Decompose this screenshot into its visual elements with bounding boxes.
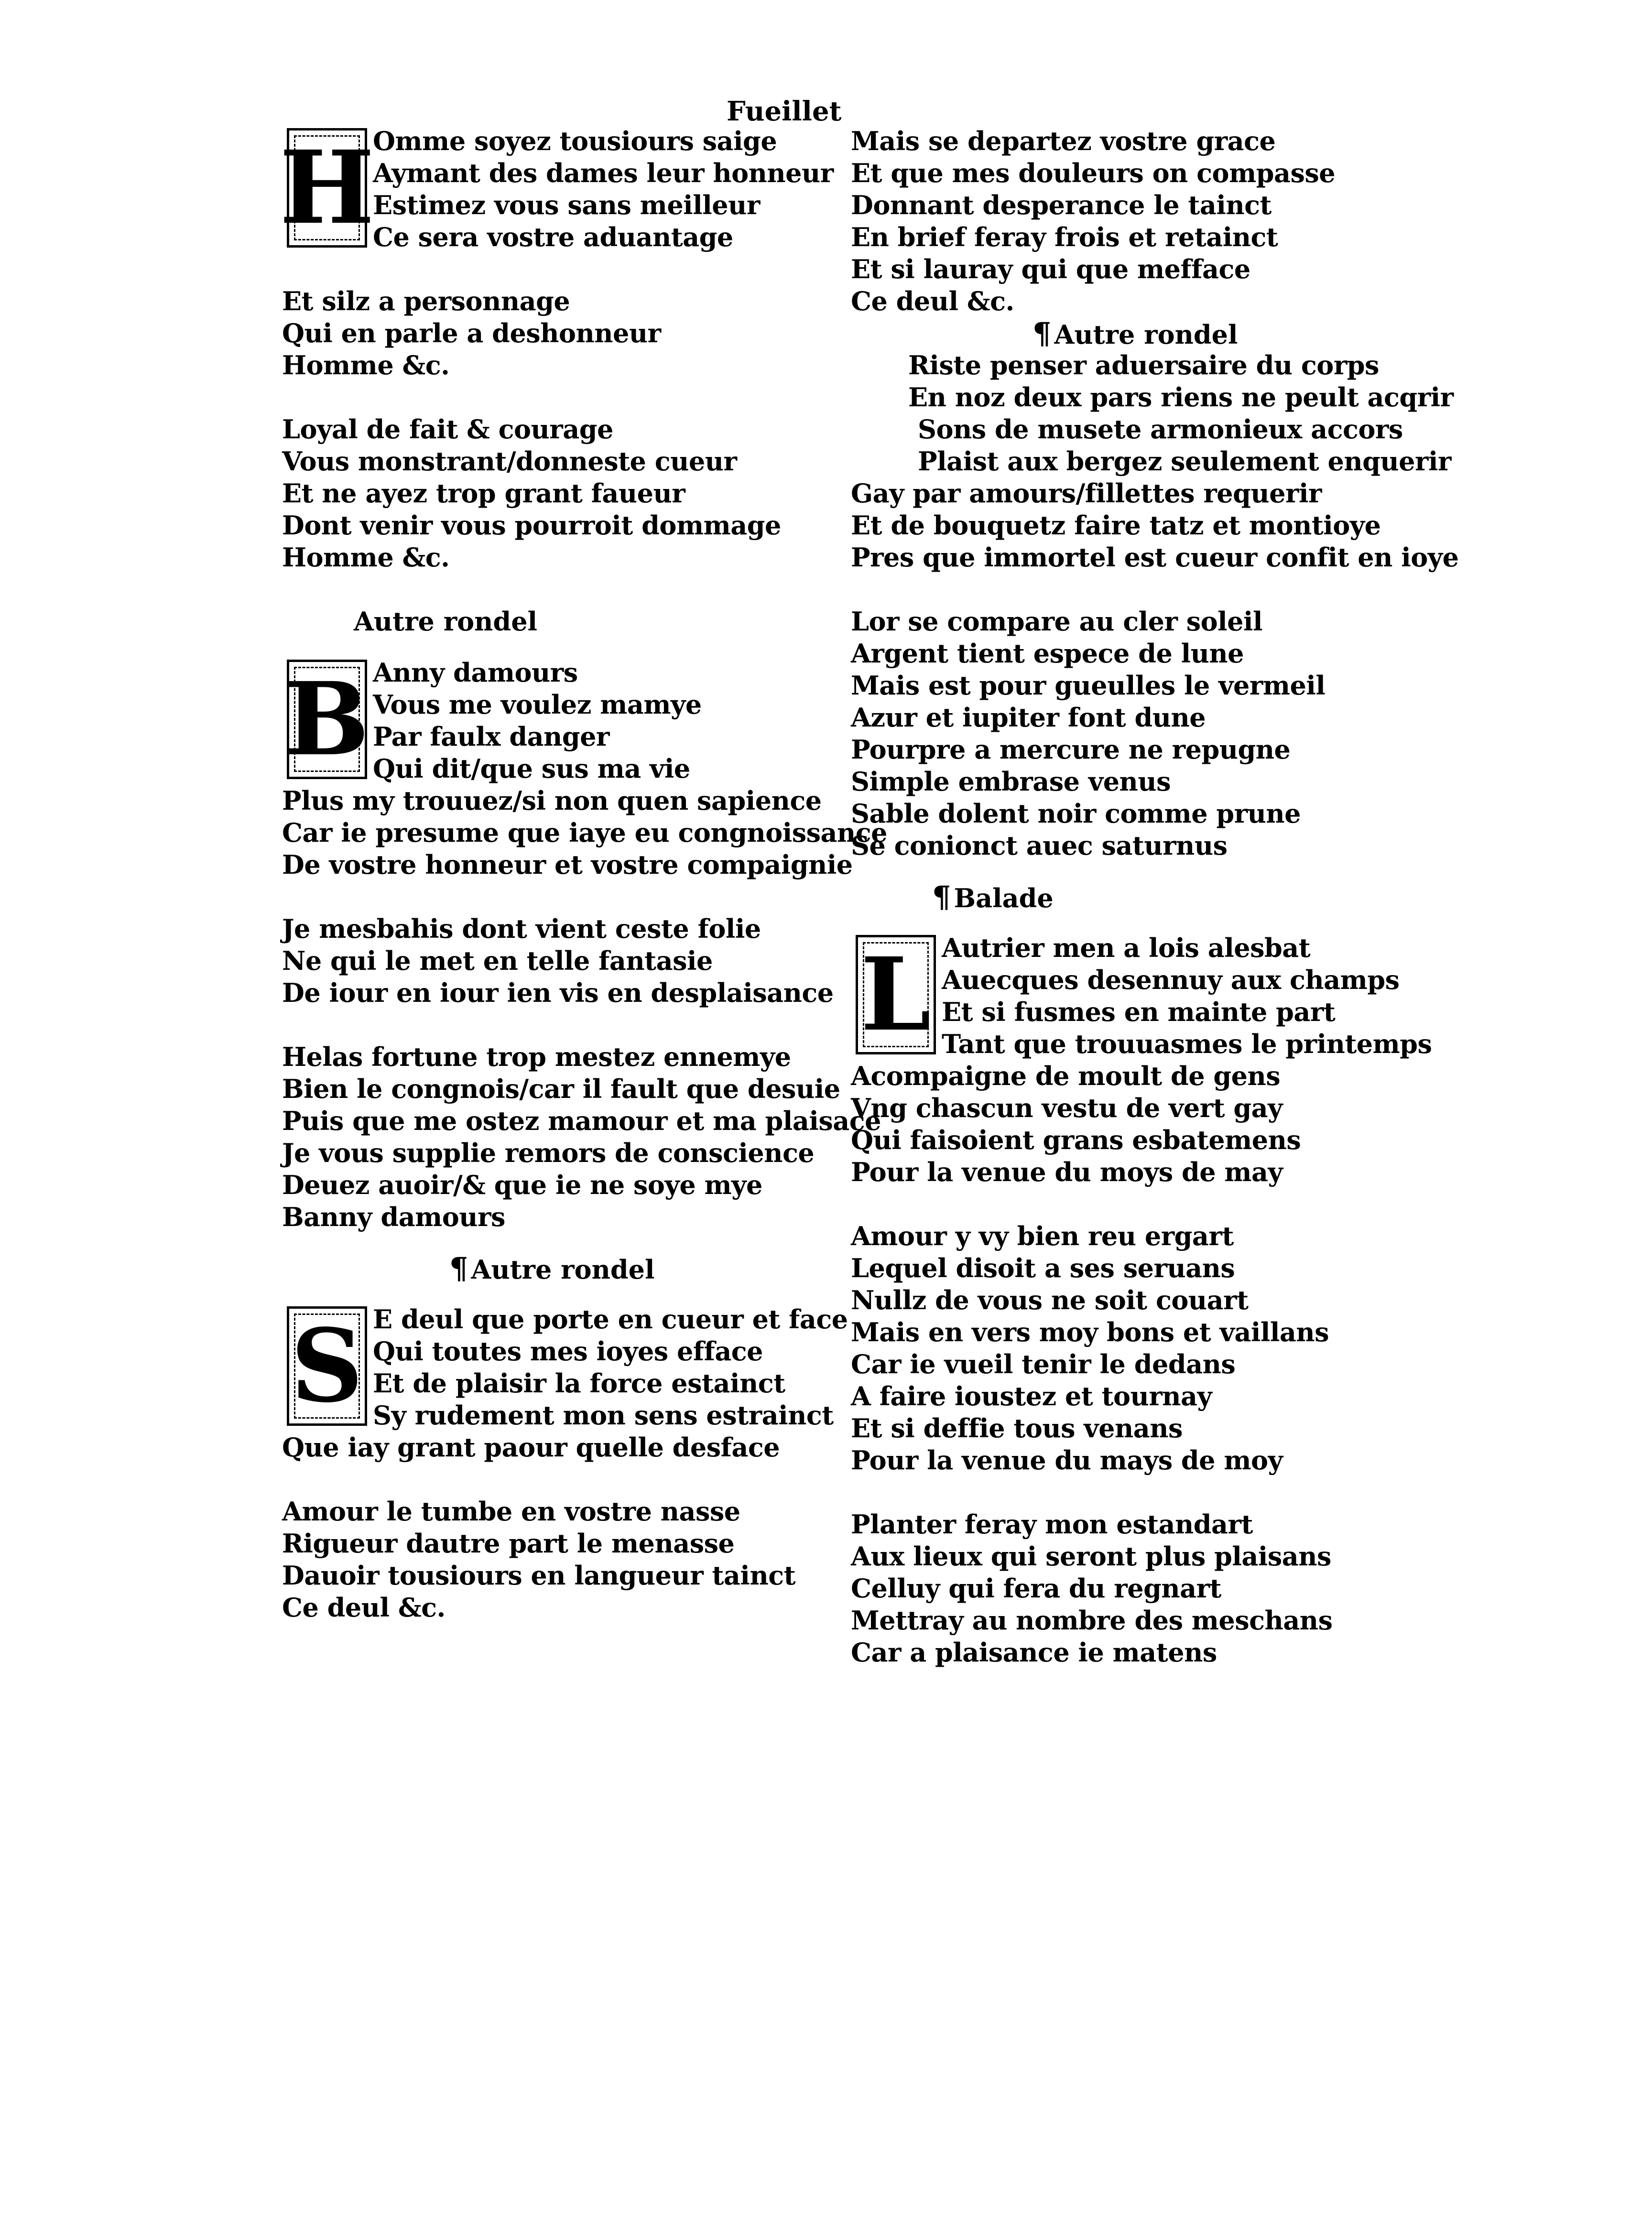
- verse-line: Mettray au nombre des meschans: [851, 1605, 1333, 1636]
- verse-line: Pour la venue du mays de moy: [851, 1445, 1283, 1476]
- verse-line: Nullz de vous ne soit couart: [851, 1285, 1249, 1315]
- verse-line: Lor se compare au cler soleil: [851, 606, 1263, 637]
- verse-line: En noz deux pars riens ne peult acqrir: [908, 382, 1454, 412]
- verse-line: E deul que porte en cueur et face: [373, 1304, 848, 1335]
- verse-line: Et ne ayez trop grant faueur: [282, 478, 685, 509]
- verse-line: Estimez vous sans meilleur: [373, 190, 760, 220]
- verse-line: Et que mes douleurs on compasse: [851, 158, 1336, 188]
- rondel-homme: [279, 125, 846, 253]
- section-heading: [851, 881, 1434, 913]
- pilcrow-icon: ¶: [449, 1251, 468, 1286]
- verse-line: Banny damours: [282, 1202, 505, 1232]
- pilcrow-icon: ¶: [932, 879, 951, 914]
- stanza: [851, 1509, 1434, 1669]
- verse-line: Et de bouquetz faire tatz et montioye: [851, 510, 1381, 541]
- verse-line: Ce sera vostre aduantage: [373, 222, 733, 252]
- decorated-initial-b: B: [284, 660, 370, 778]
- verse-line: Qui en parle a deshonneur: [282, 318, 661, 348]
- left-column: [279, 125, 888, 1624]
- section-heading-label: Autre rondel: [1054, 319, 1238, 350]
- verse-line: Ne qui le met en telle fantasie: [282, 945, 713, 976]
- verse-line: En brief feray frois et retainct: [851, 222, 1278, 252]
- verse-line: Autrier men a lois alesbat: [942, 933, 1311, 963]
- verse-line: Anny damours: [373, 657, 578, 688]
- verse-line: Je vous supplie remors de conscience: [282, 1138, 815, 1168]
- verse-line: Et si deffie tous venans: [851, 1413, 1183, 1444]
- verse-line: Mais se departez vostre grace: [851, 126, 1276, 156]
- verse-line: Argent tient espece de lune: [851, 638, 1244, 669]
- verse-line: Riste penser aduersaire du corps: [908, 350, 1379, 380]
- verse-line: Puis que me ostez mamour et ma plaisace: [282, 1106, 881, 1136]
- running-head: Fueillet: [727, 96, 842, 127]
- stanza: [851, 349, 1454, 478]
- verse-line: De iour en iour ien vis en desplaisance: [282, 977, 834, 1008]
- stanza: [851, 1220, 1434, 1476]
- verse-line: Simple embrase venus: [851, 766, 1171, 797]
- verse-line: Amour y vy bien reu ergart: [851, 1221, 1234, 1251]
- verse-line: Car a plaisance ie matens: [851, 1637, 1217, 1668]
- verse-line: Tant que trouuasmes le printemps: [942, 1029, 1432, 1059]
- decorated-initial-s: S: [287, 1306, 367, 1426]
- section-heading: [851, 317, 1434, 349]
- verse-line: Plaist aux bergez seulement enquerir: [918, 446, 1451, 477]
- verse-line: Je mesbahis dont vient ceste folie: [282, 913, 761, 944]
- verse-line: Loyal de fait & courage: [282, 414, 613, 445]
- verse-line: Et si lauray qui que mefface: [851, 254, 1250, 284]
- verse-line: Pourpre a mercure ne repugne: [851, 734, 1291, 765]
- verse-line: Se conionct auec saturnus: [851, 830, 1228, 861]
- verse-line: Mais en vers moy bons et vaillans: [851, 1317, 1329, 1347]
- stanza: [282, 1496, 846, 1624]
- right-column: [851, 125, 1459, 1669]
- verse-line: Car ie vueil tenir le dedans: [851, 1349, 1236, 1379]
- decorated-initial-l: L: [856, 935, 936, 1054]
- verse-line: Ce deul &c.: [282, 1592, 446, 1623]
- verse-line: Gay par amours/fillettes requerir: [851, 478, 1322, 509]
- verse-line: Plus my trouuez/si non quen sapience: [282, 785, 822, 816]
- verse-line: A faire ioustez et tournay: [851, 1381, 1212, 1411]
- verse-line: Et de plaisir la force estainct: [373, 1368, 785, 1399]
- verse-line: Pour la venue du moys de may: [851, 1157, 1283, 1187]
- stanza: [851, 125, 1434, 317]
- stanza: [282, 1432, 846, 1464]
- verse-line: Azur et iupiter font dune: [851, 702, 1206, 733]
- verse-line: Vous me voulez mamye: [373, 689, 702, 720]
- stanza: [851, 1060, 1434, 1188]
- verse-line: Helas fortune trop mestez ennemye: [282, 1042, 791, 1072]
- stanza: [282, 413, 846, 574]
- stanza: [851, 606, 1434, 862]
- stanza: [282, 785, 888, 881]
- verse-line: Et silz a personnage: [282, 286, 570, 316]
- verse-line: Car ie presume que iaye eu congnoissance: [282, 817, 888, 848]
- verse-line: Acompaigne de moult de gens: [851, 1061, 1281, 1091]
- stanza: [282, 1041, 881, 1233]
- section-heading-label: Autre rondel: [471, 1254, 655, 1285]
- pilcrow-icon: ¶: [1032, 316, 1052, 351]
- rondel-ce-deul: [282, 1303, 846, 1432]
- verse-line: Omme soyez tousiours saige: [373, 126, 777, 156]
- stanza: [282, 285, 846, 381]
- section-heading-label: Balade: [954, 883, 1054, 913]
- verse-line: Aymant des dames leur honneur: [373, 158, 834, 188]
- verse-line: Qui faisoient grans esbatemens: [851, 1125, 1301, 1155]
- verse-line: Planter feray mon estandart: [851, 1509, 1253, 1540]
- verse-line: Celluy qui fera du regnart: [851, 1573, 1221, 1604]
- verse-line: Donnant desperance le tainct: [851, 190, 1272, 220]
- section-heading: [282, 1252, 846, 1284]
- section-heading: Autre rondel: [354, 606, 538, 637]
- stanza: [282, 913, 846, 1009]
- stanza: [851, 478, 1459, 574]
- verse-line: Et si fusmes en mainte part: [942, 997, 1336, 1027]
- verse-line: Deuez auoir/& que ie ne soye mye: [282, 1170, 762, 1200]
- balade-opening: [851, 932, 1434, 1060]
- rondel-banny-damours: [282, 657, 846, 785]
- verse-line: Rigueur dautre part le menasse: [282, 1528, 735, 1559]
- verse-line: Sy rudement mon sens estrainct: [373, 1400, 834, 1431]
- verse-line: Sons de musete armonieux accors: [918, 414, 1403, 445]
- decorated-initial-h: H: [279, 129, 375, 247]
- verse-line: Dont venir vous pourroit dommage: [282, 510, 781, 541]
- verse-line: De vostre honneur et vostre compaignie: [282, 849, 853, 880]
- verse-line: Vous monstrant/donneste cueur: [282, 446, 737, 477]
- verse-line: Amour le tumbe en vostre nasse: [282, 1496, 740, 1527]
- verse-line: Lequel disoit a ses seruans: [851, 1253, 1235, 1283]
- verse-line: Bien le congnois/car il fault que desuie: [282, 1074, 840, 1104]
- verse-line: Ce deul &c.: [851, 286, 1014, 316]
- verse-line: Homme &c.: [282, 542, 450, 573]
- verse-line: Que iay grant paour quelle desface: [282, 1432, 780, 1463]
- verse-line: Homme &c.: [282, 350, 450, 380]
- verse-line: Dauoir tousiours en langueur tainct: [282, 1560, 796, 1591]
- verse-line: Qui dit/que sus ma vie: [373, 753, 690, 784]
- verse-line: Qui toutes mes ioyes efface: [373, 1336, 763, 1367]
- verse-line: Vng chascun vestu de vert gay: [851, 1093, 1283, 1123]
- verse-line: Aux lieux qui seront plus plaisans: [851, 1541, 1331, 1572]
- verse-line: Pres que immortel est cueur confit en ioye: [851, 542, 1459, 573]
- verse-line: Mais est pour gueulles le vermeil: [851, 670, 1326, 701]
- verse-line: Sable dolent noir comme prune: [851, 798, 1301, 829]
- verse-line: Par faulx danger: [373, 721, 609, 752]
- verse-line: Auecques desennuy aux champs: [942, 965, 1400, 995]
